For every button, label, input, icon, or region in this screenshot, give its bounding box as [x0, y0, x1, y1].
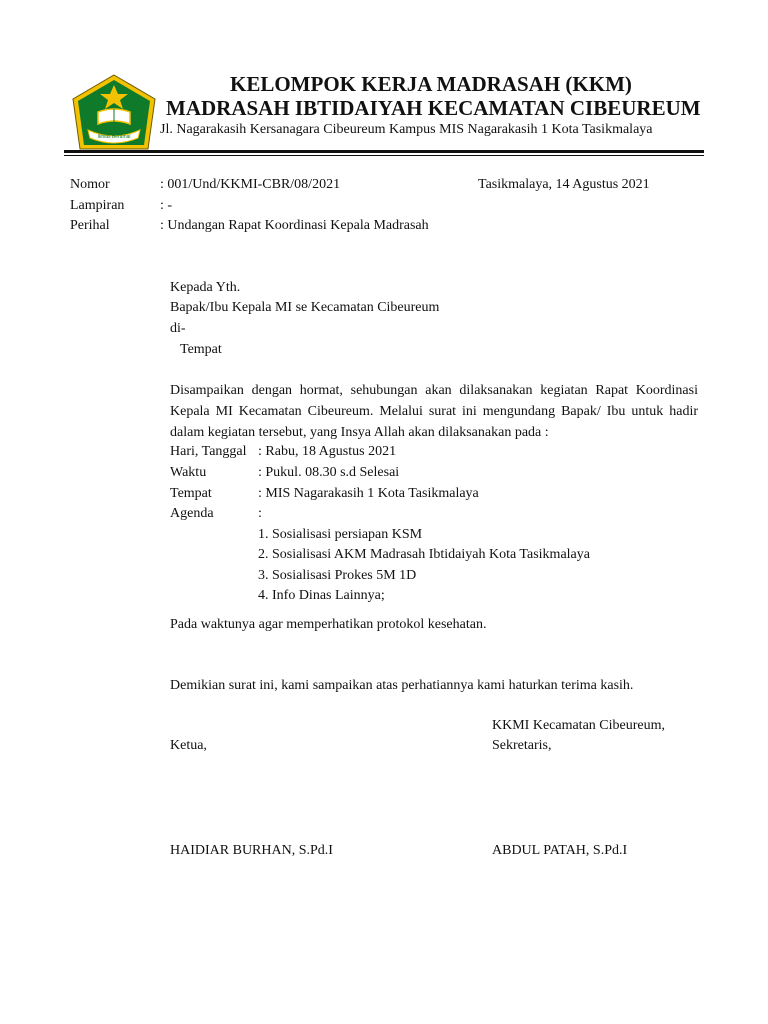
left-signature-name: HAIDIAR BURHAN, S.Pd.I [170, 843, 333, 858]
waktu-label: Waktu [170, 465, 207, 480]
lampiran-label: Lampiran [70, 198, 125, 213]
letterhead-address: Jl. Nagarakasih Kersanagara Cibeureum Kampus MIS Nagarakasih 1 Kota Tasikmalaya [160, 122, 653, 137]
left-signature-role: Ketua, [170, 738, 207, 753]
nomor-label: Nomor [70, 177, 110, 192]
opening-paragraph: Disampaikan dengan hormat, sehubungan akan dilaksanakan kegiatan Rapat Koordinasi Kepala MI Kecamatan Cibeureum. Melalui surat ini mengundang Bapak/ Ibu untuk hadir dalam kegiatan tersebut, yang Insya Allah akan dilaksanakan pada : [170, 383, 698, 440]
agenda-item: 4. Info Dinas Lainnya; [258, 588, 385, 603]
agenda-colon: : [258, 506, 262, 521]
hari-value: : Rabu, 18 Agustus 2021 [258, 444, 397, 459]
tempat-value: : MIS Nagarakasih 1 Kota Tasikmalaya [258, 486, 479, 501]
health-note: Pada waktunya agar memperhatikan protokol kesehatan. [170, 617, 487, 632]
recipient-line-1: Kepada Yth. [170, 280, 241, 295]
kemenag-emblem-icon [68, 72, 160, 154]
lampiran-value: : - [160, 198, 173, 213]
waktu-value: : Pukul. 08.30 s.d Selesai [258, 465, 400, 480]
perihal-value: : Undangan Rapat Koordinasi Kepala Madrasah [160, 218, 429, 233]
closing-paragraph: Demikian surat ini, kami sampaikan atas perhatiannya kami haturkan terima kasih. [170, 678, 634, 693]
hari-label: Hari, Tanggal [170, 444, 247, 459]
recipient-line-4: Tempat [180, 342, 222, 357]
signature-org: KKMI Kecamatan Cibeureum, [492, 718, 665, 733]
agenda-item: 1. Sosialisasi persiapan KSM [258, 527, 423, 542]
letterhead-rule-thin [64, 155, 704, 156]
recipient-line-3: di- [170, 321, 186, 336]
letterhead-title: KELOMPOK KERJA MADRASAH (KKM) [230, 72, 632, 96]
tempat-label: Tempat [170, 486, 212, 501]
place-date: Tasikmalaya, 14 Agustus 2021 [478, 177, 650, 192]
right-signature-name: ABDUL PATAH, S.Pd.I [492, 843, 628, 858]
nomor-value: : 001/Und/KKMI-CBR/08/2021 [160, 177, 341, 192]
recipient-line-2: Bapak/Ibu Kepala MI se Kecamatan Cibeureum [170, 300, 440, 315]
letterhead-rule-thick [64, 150, 704, 153]
agenda-item: 2. Sosialisasi AKM Madrasah Ibtidaiyah Kota Tasikmalaya [258, 547, 590, 562]
perihal-label: Perihal [70, 218, 110, 233]
right-signature-role: Sekretaris, [492, 738, 552, 753]
letterhead-subtitle: MADRASAH IBTIDAIYAH KECAMATAN CIBEUREUM [166, 96, 701, 120]
agenda-label: Agenda [170, 506, 214, 521]
logo-banner-text: Ikhlas Beramal [97, 134, 131, 140]
agenda-item: 3. Sosialisasi Prokes 5M 1D [258, 568, 417, 583]
